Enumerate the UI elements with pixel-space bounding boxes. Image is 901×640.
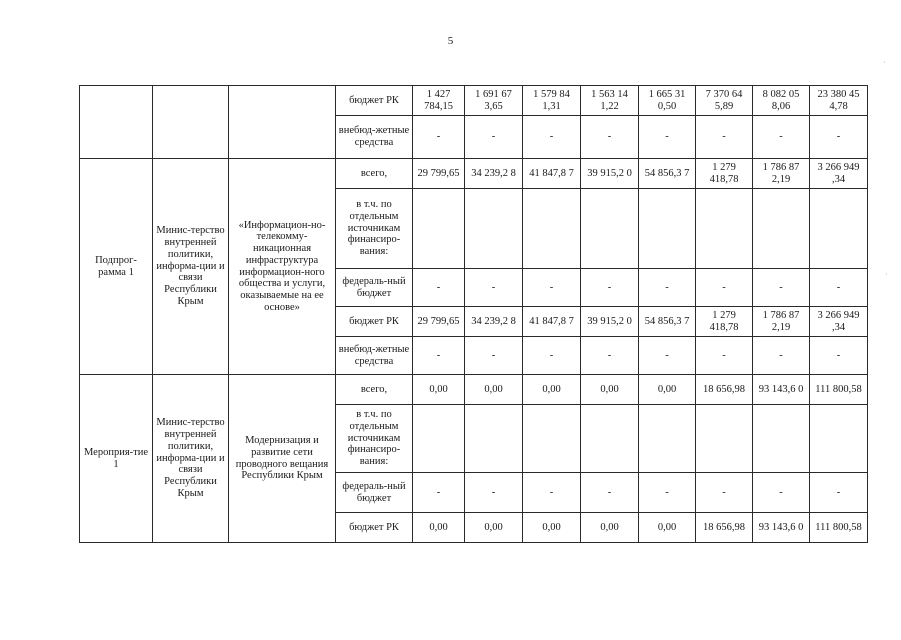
program-name-cell <box>229 86 336 159</box>
table-row <box>80 159 868 189</box>
amount-cell: - <box>413 116 465 159</box>
funding-source-cell: бюджет РК <box>336 513 413 543</box>
amount-cell: 41 847,8 7 <box>523 159 581 189</box>
amount-cell: - <box>465 269 523 307</box>
funding-source-cell: всего, <box>336 159 413 189</box>
amount-cell: - <box>753 269 810 307</box>
funding-source-cell: в т.ч. по отдельным источникам финансиро-вания: <box>336 405 413 473</box>
amount-cell: - <box>465 337 523 375</box>
amount-cell: - <box>753 337 810 375</box>
amount-cell <box>639 189 696 269</box>
amount-cell: 0,00 <box>523 375 581 405</box>
amount-cell: 1 786 87 2,19 <box>753 159 810 189</box>
amount-cell <box>696 189 753 269</box>
amount-cell <box>413 189 465 269</box>
amount-cell: 8 082 05 8,06 <box>753 86 810 116</box>
funding-source-cell: бюджет РК <box>336 86 413 116</box>
amount-cell: 93 143,6 0 <box>753 513 810 543</box>
amount-cell: 0,00 <box>523 513 581 543</box>
amount-cell: 3 266 949 ,34 <box>810 159 868 189</box>
amount-cell <box>465 189 523 269</box>
amount-cell: - <box>810 473 868 513</box>
program-status-cell: Мероприя-тие 1 <box>80 375 153 543</box>
amount-cell: - <box>753 473 810 513</box>
amount-cell: 1 563 14 1,22 <box>581 86 639 116</box>
amount-cell: - <box>639 269 696 307</box>
amount-cell: 0,00 <box>465 513 523 543</box>
amount-cell: - <box>523 473 581 513</box>
amount-cell: - <box>581 473 639 513</box>
amount-cell: - <box>523 269 581 307</box>
amount-cell: - <box>810 337 868 375</box>
amount-cell <box>810 189 868 269</box>
amount-cell <box>523 405 581 473</box>
funding-source-cell: всего, <box>336 375 413 405</box>
funding-source-cell: внебюд-жетные средства <box>336 116 413 159</box>
amount-cell <box>696 405 753 473</box>
amount-cell: - <box>810 269 868 307</box>
amount-cell: - <box>581 269 639 307</box>
amount-cell: 18 656,98 <box>696 513 753 543</box>
program-status-cell <box>80 86 153 159</box>
amount-cell <box>581 189 639 269</box>
amount-cell: 39 915,2 0 <box>581 159 639 189</box>
amount-cell: - <box>810 116 868 159</box>
amount-cell: - <box>696 473 753 513</box>
amount-cell <box>581 405 639 473</box>
funding-source-cell: бюджет РК <box>336 307 413 337</box>
amount-cell: - <box>465 116 523 159</box>
amount-cell <box>465 405 523 473</box>
amount-cell: - <box>581 337 639 375</box>
amount-cell <box>753 405 810 473</box>
amount-cell: - <box>465 473 523 513</box>
amount-cell: 23 380 45 4,78 <box>810 86 868 116</box>
amount-cell: 34 239,2 8 <box>465 159 523 189</box>
amount-cell: 1 279 418,78 <box>696 159 753 189</box>
page-number: 5 <box>447 35 454 47</box>
amount-cell: - <box>696 116 753 159</box>
executor-cell: Минис-терство внутренней политики, информа-ции и связи Республики Крым <box>153 375 229 543</box>
table-row <box>80 375 868 405</box>
amount-cell: 1 579 84 1,31 <box>523 86 581 116</box>
table-row <box>80 86 868 116</box>
amount-cell: 1 665 31 0,50 <box>639 86 696 116</box>
funding-source-cell: федераль-ный бюджет <box>336 269 413 307</box>
funding-source-cell: в т.ч. по отдельным источникам финансиро-вания: <box>336 189 413 269</box>
scan-mark: · <box>885 270 888 279</box>
amount-cell: 3 266 949 ,34 <box>810 307 868 337</box>
amount-cell: 0,00 <box>465 375 523 405</box>
funding-source-cell: внебюд-жетные средства <box>336 337 413 375</box>
amount-cell: 29 799,65 <box>413 159 465 189</box>
amount-cell: - <box>523 337 581 375</box>
amount-cell: - <box>696 269 753 307</box>
amount-cell: 39 915,2 0 <box>581 307 639 337</box>
amount-cell: 0,00 <box>581 513 639 543</box>
amount-cell: 1 786 87 2,19 <box>753 307 810 337</box>
amount-cell: 111 800,58 <box>810 375 868 405</box>
amount-cell: 1 427 784,15 <box>413 86 465 116</box>
executor-cell <box>153 86 229 159</box>
amount-cell <box>413 405 465 473</box>
amount-cell: - <box>523 116 581 159</box>
amount-cell: - <box>639 337 696 375</box>
amount-cell: - <box>639 473 696 513</box>
amount-cell <box>810 405 868 473</box>
program-name-cell: Модернизация и развитие сети проводного вещания Республики Крым <box>229 375 336 543</box>
program-name-cell: «Информацион-но-телекомму-никационная инфраструктура информацион-ного общества и услуги, оказываемые на ее основе» <box>229 159 336 375</box>
scan-mark: · <box>883 58 886 67</box>
executor-cell: Минис-терство внутренней политики, информа-ции и связи Республики Крым <box>153 159 229 375</box>
amount-cell: 93 143,6 0 <box>753 375 810 405</box>
amount-cell <box>639 405 696 473</box>
amount-cell: 1 279 418,78 <box>696 307 753 337</box>
amount-cell: - <box>696 337 753 375</box>
funding-source-cell: федераль-ный бюджет <box>336 473 413 513</box>
amount-cell: - <box>413 473 465 513</box>
program-status-cell: Подпрог-рамма 1 <box>80 159 153 375</box>
amount-cell: - <box>413 269 465 307</box>
amount-cell: 54 856,3 7 <box>639 159 696 189</box>
amount-cell: - <box>581 116 639 159</box>
amount-cell: 111 800,58 <box>810 513 868 543</box>
budget-table <box>79 85 868 543</box>
amount-cell <box>753 189 810 269</box>
amount-cell: 41 847,8 7 <box>523 307 581 337</box>
amount-cell: 7 370 64 5,89 <box>696 86 753 116</box>
amount-cell <box>523 189 581 269</box>
amount-cell: - <box>639 116 696 159</box>
amount-cell: 18 656,98 <box>696 375 753 405</box>
amount-cell: - <box>413 337 465 375</box>
amount-cell: - <box>753 116 810 159</box>
amount-cell: 54 856,3 7 <box>639 307 696 337</box>
amount-cell: 0,00 <box>413 375 465 405</box>
amount-cell: 0,00 <box>639 375 696 405</box>
amount-cell: 0,00 <box>581 375 639 405</box>
amount-cell: 29 799,65 <box>413 307 465 337</box>
amount-cell: 0,00 <box>639 513 696 543</box>
amount-cell: 0,00 <box>413 513 465 543</box>
amount-cell: 34 239,2 8 <box>465 307 523 337</box>
amount-cell: 1 691 67 3,65 <box>465 86 523 116</box>
